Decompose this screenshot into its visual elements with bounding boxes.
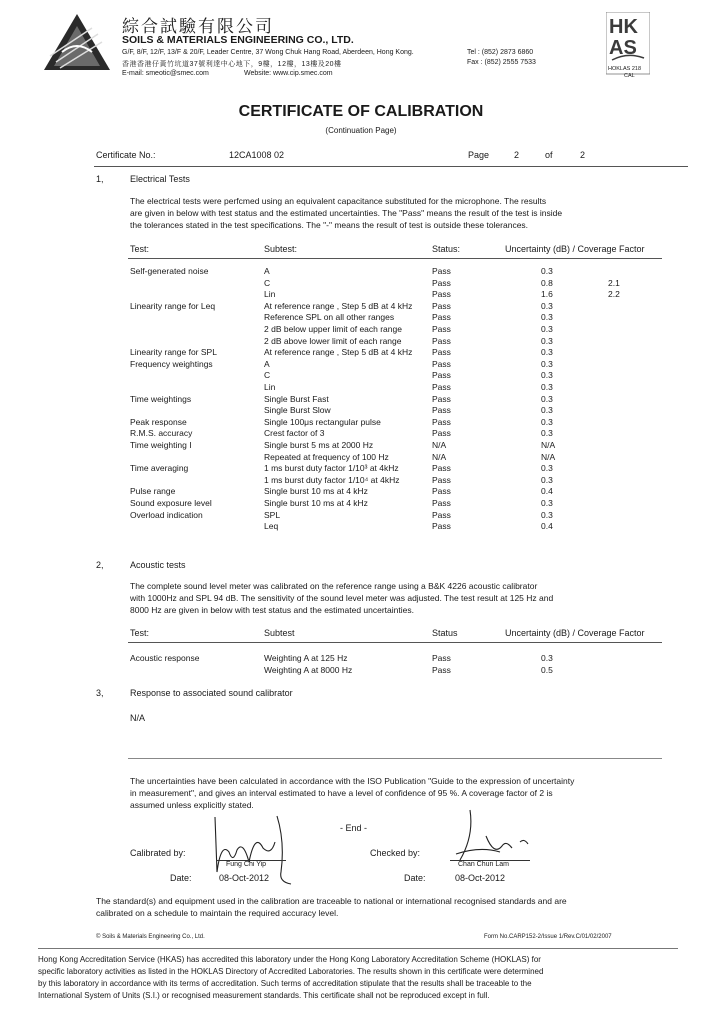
table-row [0, 416, 722, 428]
table-cell-subtest: Single Burst Slow [264, 405, 331, 416]
page-of-label: of [545, 150, 553, 160]
table-cell-uncertainty: 0.3 [541, 382, 553, 392]
table-cell-uncertainty: 0.3 [541, 509, 553, 520]
table-row [0, 509, 722, 521]
table-cell-uncertainty: N/A [541, 451, 556, 462]
section-3-value: N/A [130, 713, 146, 723]
table-cell-status: Pass [432, 300, 451, 311]
table-cell-subtest: C [264, 277, 271, 288]
table-cell-uncertainty: 0.3 [541, 428, 553, 439]
page-label: Page [468, 150, 490, 160]
table-row [0, 346, 722, 358]
footer-copyright: © Soils & Materials Engineering Co., Ltd. [96, 934, 205, 940]
table-row [0, 497, 722, 509]
table-cell-subtest: Single burst 10 ms at 4 kHz [264, 486, 368, 497]
table-row [0, 439, 722, 451]
table-1-header [0, 244, 722, 258]
table-cell-test: Linearity range for Leq [130, 300, 216, 311]
table-cell-uncertainty: 0.3 [541, 370, 553, 381]
table-cell-subtest: Lin [264, 382, 276, 392]
table-cell-status: Pass [432, 347, 451, 358]
table-cell-subtest: Weighting A at 125 Hz [264, 653, 348, 663]
table-cell-test: Frequency weightings [130, 358, 213, 369]
table-cell-status: Pass [432, 474, 451, 485]
table-cell-status: Pass [432, 358, 451, 369]
checked-by-label: Checked by: [370, 848, 421, 858]
table-cell-subtest: Single Burst Fast [264, 393, 329, 404]
table-row [0, 664, 722, 676]
table-cell-status: N/A [432, 451, 447, 462]
table-cell-status: Pass [432, 335, 451, 346]
table-row [0, 427, 722, 439]
table-2-header-subtest: Subtest [264, 628, 295, 638]
table-cell-status: Pass [432, 289, 451, 300]
calibrated-by-label: Calibrated by: [130, 848, 186, 858]
table-1-header-status: Status: [432, 244, 461, 254]
hkas-accreditation-note: Hong Kong Accreditation Service (HKAS) has accredited this laboratory under the Hong Kong Laboratory Accreditation Scheme (HOKLAS) for specific laboratory activities as listed in the HOKLAS Directory of Accredited Laboratories. The results shown in this certificate were determined by this laboratory in accordance with its terms of accreditation. Such terms of accreditation stipulate that the results shall be traceable to the International System of Units (S.I.) or recognised measurement standards. This certificate shall not be reproduced except in full. [38, 955, 544, 1000]
table-cell-subtest: Single 100μs rectangular pulse [264, 416, 381, 427]
table-1-header-rule [128, 258, 662, 259]
section-1-paragraph: The electrical tests were perfcmed using an equivalent capacitance substituted for the microphone. The results are given in below with test status and the estimated uncertainties. The "Pass" means the result of the test is inside the tolerances stated in the test specifications. The "-" means the result of test is outside these tolerances. [130, 196, 563, 230]
checked-date: 08-Oct-2012 [455, 873, 506, 883]
table-cell-uncertainty: 0.3 [541, 416, 553, 427]
table-cell-subtest: Single burst 5 ms at 2000 Hz [264, 440, 374, 450]
table-row [0, 381, 722, 393]
table-cell-test: Peak response [130, 416, 187, 427]
table-cell-uncertainty: 0.3 [541, 463, 553, 474]
table-1-header-uncertainty: Uncertainty (dB) / Coverage Factor [505, 244, 645, 254]
table-2-header [0, 628, 722, 642]
table-cell-test: Pulse range [130, 486, 176, 497]
section-3-title: Response to associated sound calibrator [130, 688, 293, 698]
calibrated-date: 08-Oct-2012 [219, 873, 270, 883]
table-row [0, 520, 722, 532]
table-cell-uncertainty: 0.3 [541, 653, 553, 663]
company-email: E-mail: smeotic@smec.com [122, 70, 209, 77]
table-cell-test: Time averaging [130, 463, 189, 474]
table-cell-test: Time weighting I [130, 440, 192, 450]
table-cell-subtest: Single burst 10 ms at 4 kHz [264, 498, 368, 508]
table-row [0, 393, 722, 405]
table-cell-test: R.M.S. accuracy [130, 428, 193, 439]
table-row [0, 311, 722, 323]
checked-date-label: Date: [404, 873, 426, 883]
table-row [0, 404, 722, 416]
svg-text:AS: AS [609, 37, 637, 59]
table-cell-uncertainty: 0.3 [541, 474, 553, 485]
certificate-no-label: Certificate No.: [96, 150, 156, 160]
table-cell-status: Pass [432, 266, 451, 276]
table-cell-status: Pass [432, 653, 451, 663]
page-subtitle: (Continuation Page) [325, 126, 397, 135]
table-cell-subtest: Crest factor of 3 [264, 428, 325, 439]
table-cell-status: N/A [432, 440, 447, 450]
company-name-en: SOILS & MATERIALS ENGINEERING CO., LTD. [122, 34, 354, 46]
table-cell-uncertainty: 0.3 [541, 393, 553, 404]
table-row [0, 485, 722, 497]
company-address-cn: 香港香港仔黃竹坑道37號利達中心地下，9樓，12樓，13樓及20樓 [122, 61, 342, 68]
company-website: Website: www.cip.smec.com [244, 70, 333, 77]
table-cell-status: Pass [432, 416, 451, 427]
table-cell-subtest: At reference range , Step 5 dB at 4 kHz [264, 300, 413, 311]
table-cell-test: Self-generated noise [130, 266, 209, 276]
calibrated-name: Fung Chi Yip [226, 861, 267, 868]
table-row [0, 300, 722, 312]
table-cell-uncertainty: 0.3 [541, 358, 553, 369]
table-cell-status: Pass [432, 393, 451, 404]
table-1-header-subtest: Subtest: [264, 244, 298, 254]
table-cell-uncertainty: 0.3 [541, 347, 553, 358]
table-row [0, 358, 722, 370]
table-cell-subtest: 2 dB above lower limit of each range [264, 335, 402, 346]
table-cell-subtest: Lin [264, 289, 276, 300]
table-cell-subtest: Reference SPL on all other ranges [264, 312, 395, 323]
table-cell-test: Acoustic response [130, 653, 200, 663]
table-cell-uncertainty: 0.5 [541, 664, 553, 675]
table-cell-subtest: 1 ms burst duty factor 1/10³ at 4kHz [264, 463, 399, 474]
table-cell-test: Linearity range for SPL [130, 347, 217, 358]
table-cell-subtest: Repeated at frequency of 100 Hz [264, 451, 389, 462]
table-row [0, 369, 722, 381]
uncertainty-note: The uncertainties have been calculated in accordance with the ISO Publication "Guide to the expression of uncertainty in measurement", and gives an interval estimated to have a level of confidence of 95 %. A coverage factor of 2 is assumed unless explicitly stated. [130, 776, 575, 810]
table-row [0, 462, 722, 474]
page-number: 2 [514, 150, 520, 160]
table-cell-uncertainty: 0.3 [541, 498, 553, 508]
table-row [0, 474, 722, 486]
company-address-en: G/F, 8/F, 12/F, 13/F & 20/F, Leader Centre, 37 Wong Chuk Hang Road, Aberdeen, Hong Kong. [122, 49, 414, 56]
page-title: CERTIFICATE OF CALIBRATION [238, 103, 484, 120]
table-cell-subtest: Leq [264, 521, 279, 532]
hoklas-cal: CAL [624, 73, 635, 79]
table-cell-status: Pass [432, 277, 451, 288]
table-cell-status: Pass [432, 463, 451, 474]
table-cell-subtest: A [264, 358, 270, 369]
svg-text:HK: HK [609, 16, 638, 38]
table-cell-status: Pass [432, 382, 451, 392]
section-2-number: 2, [96, 560, 104, 570]
company-logo [42, 12, 112, 72]
table-cell-status: Pass [432, 521, 451, 532]
table-row [0, 265, 722, 277]
table-cell-uncertainty: 0.3 [541, 405, 553, 416]
table-cell-status: Pass [432, 486, 451, 497]
table-row [0, 323, 722, 335]
footer-rule [38, 948, 678, 949]
end-mark: - End - [340, 823, 368, 833]
table-cell-status: Pass [432, 498, 451, 508]
section-2-title: Acoustic tests [130, 560, 186, 570]
table-cell-subtest: At reference range , Step 5 dB at 4 kHz [264, 347, 413, 358]
page-total: 2 [580, 150, 586, 160]
section-3-rule [128, 758, 662, 759]
table-cell-status: Pass [432, 405, 451, 416]
company-name-cn: 綜合試驗有限公司 [122, 17, 274, 37]
divider [94, 166, 688, 167]
certificate-no: 12CA1008 02 [229, 150, 285, 160]
table-cell-status: Pass [432, 509, 451, 520]
checked-name: Chan Chun Lam [458, 861, 509, 868]
table-2-header-rule [128, 642, 662, 643]
table-cell-test: Overload indication [130, 509, 203, 520]
table-cell-subtest: A [264, 266, 270, 276]
company-fax: Fax : (852) 2555 7533 [467, 59, 536, 66]
table-cell-coverage-factor: 2.1 [608, 277, 620, 288]
table-2-header-test: Test: [130, 628, 150, 638]
table-cell-status: Pass [432, 312, 451, 323]
table-cell-status: Pass [432, 324, 451, 334]
table-cell-status: Pass [432, 370, 451, 381]
section-1-number: 1, [96, 174, 104, 184]
table-row [0, 451, 722, 463]
table-cell-subtest: 1 ms burst duty factor 1/10⁴ at 4kHz [264, 474, 400, 485]
table-cell-coverage-factor: 2.2 [608, 289, 620, 300]
table-cell-status: Pass [432, 664, 451, 675]
table-cell-test: Time weightings [130, 393, 192, 404]
table-cell-uncertainty: N/A [541, 440, 556, 450]
table-1-header-test: Test: [130, 244, 150, 254]
table-cell-subtest: 2 dB below upper limit of each range [264, 324, 402, 334]
traceability-statement: The standard(s) and equipment used in the calibration are traceable to national or international recognised standards and are calibrated on a schedule to maintain the required accuracy level. [96, 896, 567, 918]
section-1-title: Electrical Tests [130, 174, 190, 184]
table-cell-uncertainty: 0.3 [541, 324, 553, 334]
table-cell-uncertainty: 0.4 [541, 521, 553, 532]
table-cell-uncertainty: 0.3 [541, 335, 553, 346]
section-3-number: 3, [96, 688, 104, 698]
table-cell-uncertainty: 0.3 [541, 300, 553, 311]
table-cell-uncertainty: 0.4 [541, 486, 553, 497]
table-2-header-status: Status [432, 628, 458, 638]
table-row [0, 335, 722, 347]
table-row [0, 288, 722, 300]
section-2-paragraph: The complete sound level meter was calibrated on the reference range using a B&K 4226 acoustic calibrator with 1000Hz and SPL 94 dB. The sensitivity of the sound level meter was adjusted. The test result at 125 Hz and 8000 Hz are given in below with test status and the estimated uncertainties. [130, 581, 554, 615]
table-cell-test: Sound exposure level [130, 498, 212, 508]
table-cell-subtest: Weighting A at 8000 Hz [264, 664, 353, 675]
table-cell-uncertainty: 0.3 [541, 266, 553, 276]
table-cell-status: Pass [432, 428, 451, 439]
table-cell-uncertainty: 1.6 [541, 289, 553, 300]
table-cell-subtest: C [264, 370, 271, 381]
hoklas-number: HOKLAS 218 [608, 66, 642, 72]
table-row [0, 277, 722, 289]
calibrated-date-label: Date: [170, 873, 192, 883]
table-row [0, 652, 722, 664]
footer-form-number: Form No.CARP152-2/Issue 1/Rev.C/01/02/2007 [484, 934, 612, 940]
table-cell-uncertainty: 0.8 [541, 277, 553, 288]
table-2-header-uncertainty: Uncertainty (dB) / Coverage Factor [505, 628, 645, 638]
table-cell-subtest: SPL [264, 509, 281, 520]
company-tel: Tel : (852) 2873 6860 [467, 49, 534, 56]
table-cell-uncertainty: 0.3 [541, 312, 553, 323]
